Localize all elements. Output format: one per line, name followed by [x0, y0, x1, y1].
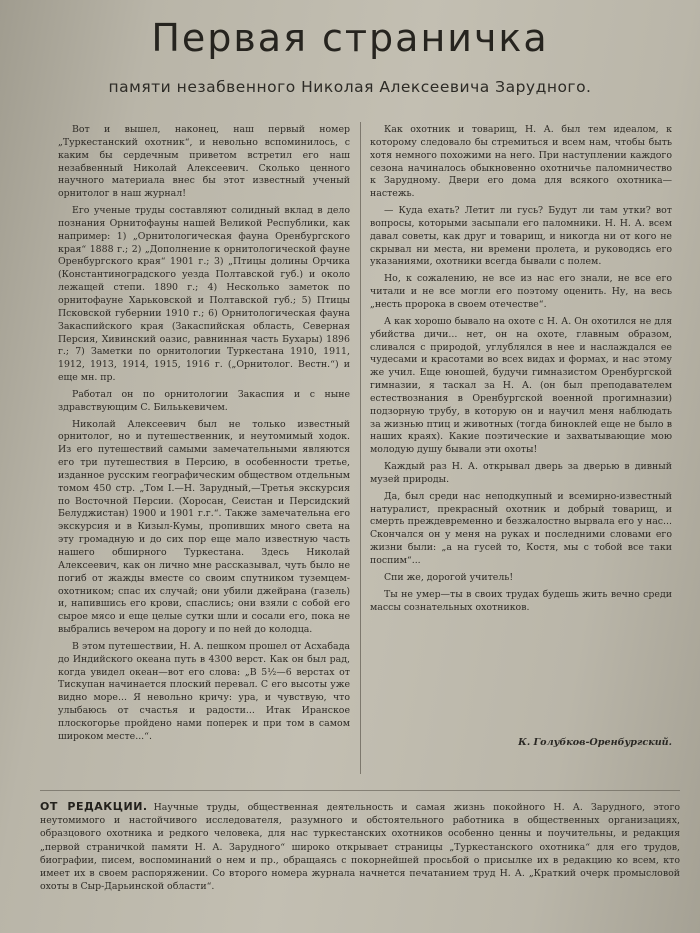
article-right-column — [370, 124, 672, 764]
editors-note-text: Научные труды, общественная деятельность и самая жизнь покойного Н. А. Зарудного, этого неутомимого и настойчивого исследователя, разумного и обстоятельного работника в общественных организациях, образцового охотника и редкого человека, для нас туркестанских охотников особенно ценны и поучительны, и редакция „первой страничкой памяти Н. А. Зарудного“ широко открывает страницы „Туркестанского охотника“ для его трудов, биографии, писем, воспоминаний о нем и пр., обращаясь с покорнейшей просьбой о присылке их в редакцию ко всем, кто имеет их в своем распоряжении. Со второго номера журнала начнется печатанием труд Н. А. „Краткий очерк промысловой охоты в Сыр-Дарьинской области“. — [40, 802, 680, 893]
article-paragraph: Как охотник и товарищ, Н. А. был тем идеалом, к которому следовало бы стремиться и всем нам, чтобы быть хотя немного похожими на него. При наступлении каждого сезона начиналось обыкновенно охотничье паломничество к Зарудному. Двери его дома для всякого охотника—настежь. — [370, 124, 672, 200]
page-title: Первая страничка — [151, 16, 549, 60]
article-paragraph: А как хорошо бывало на охоте с Н. А. Он охотился не для убийства дичи... нет, он на охоте, главным образом, сливался с природой, углублялся в нее и наслаждался ее чудесами и красотами во всех видах и формах, и нас этому же учил. Еще юношей, будучи гимназистом Оренбургской гимназии, я таскал за Н. А. (он был преподавателем естествознания в Оренбургской военной прогимназии) подзорную трубу, в которую он и научил меня наблюдать за жизнью птиц и животных (тогда биноклей еще не было в наших краях). Какие поэтические и захватывающие мою молодую душу бывали эти охоты! — [370, 315, 672, 456]
author-signature: К. Голубков-Оренбургский. — [518, 737, 672, 748]
article-paragraph: Но, к сожалению, не все из нас его знали, не все его читали и не все могли его поэтому оценить. Ну, на весь „несть пророка в своем отечестве“. — [370, 273, 672, 310]
column-divider — [360, 122, 361, 774]
article-paragraph: Каждый раз Н. А. открывал дверь за дверью в дивный музей природы. — [370, 461, 672, 485]
editors-note — [40, 800, 680, 933]
article-paragraph: В этом путешествии, Н. А. пешком прошел от Асхабада до Индийского океана путь в 4300 верст. Как он был рад, когда увидел океан—вот его слова: „В 5½—6 верстах от Тискупан начинается плоский перевал. С его высоты уже видно море... Я невольно кричу: ура, и чувствую, что улыбаюсь от счастья и радости... Итак Иранское плоскогорье пройдено нами поперек и при том в самом широком месте...“. — [58, 640, 350, 742]
editors-note-heading: ОТ РЕДАКЦИИ. — [40, 800, 148, 813]
article-paragraph: — Куда ехать? Летит ли гусь? Будут ли там утки? вот вопросы, которыми засыпали его паломники. Н. Н. А. всем давал советы, как друг и товарищ, и никогда ни от кого не скрывал ни места, ни времени пролета, и руководясь его указаниями, охотники всегда бывали с полем. — [370, 205, 672, 268]
article-paragraph: Вот и вышел, наконец, наш первый номер „Туркестанский охотник“, и невольно вспоминилось, с каким бы сердечным приветом встретил его наш незабвенный Николай Алексеевич. Сколько ценного научного материала внес бы этот известный ученый орнитолог в наш журнал! — [58, 124, 350, 200]
page-subtitle: памяти незабвенного Николая Алексеевича Зарудного. — [108, 78, 592, 96]
article-paragraph: Ты не умер—ты в своих трудах будешь жить вечно среди массы сознательных охотников. — [370, 588, 672, 613]
article-left-column — [58, 124, 350, 784]
article-paragraph: Да, был среди нас неподкупный и всемирно-известный натуралист, прекрасный охотник и добрый товарищ, и смерть преждевременно и безжалостно вырвала его у нас... Скончался он у меня на руках и последними словами его жизни были: „а на гусей то, Костя, мы с тобой все таки поспим“... — [370, 490, 672, 566]
article-paragraph: Николай Алексеевич был не только известный орнитолог, но и путешественник, и неутомимый ходок. Из его путешествий самыми замечательными являются его три путешествия в Персию, в особенности третье, изданное русским географическим обществом отдельным томом 450 стр. „Том I.—Н. Зарудный,—Третья экскурсия по Восточной Персии. (Хоросан, Сеистан и Персидский Белуджистан) 1900 и 1901 г.г.“. Также замечательна его экскурсия и в Кизыл-Кумы, пропивших много света на эту громадную и до сих пор еще мало известную часть нашего обширного Туркестана. Здесь Николай Алексеевич, как он лично мне рассказывал, чуть было не погиб от жажды вместе со своим спутником туземцем-охотником; спас их случай; они убили джейрана (газель) и, напившись его крови, спаслись; они взяли с собой его сырое мясо и еще целые сутки шли и сосали его, пока не выбрались вечером на дорогу и по ней до колодца. — [58, 418, 350, 636]
article-paragraph: Работал он по орнитологии Закаспия и с ныне здравствующим С. Бильькевичем. — [58, 388, 350, 413]
running-header-strip — [120, 0, 580, 9]
section-rule — [40, 790, 680, 791]
article-paragraph: Его ученые труды составляют солидный вклад в дело познания Орнитофауны нашей Великой Республики, как например: 1) „Орнитологическая фауна Оренбургского края“ 1888 г.; 2) „Дополнение к орнитологической фауне Оренбургского края“ 1901 г.; 3) „Птицы долины Орчика (Константиноградского уезда Полтавской губ.) и около лежащей степи. 1890 г.; 4) Несколько заметок по орнитофауне Харьковской и Полтавской губ.; 5) Птицы Псковской губернии 1910 г.; 6) Орнитологическая фауна Закаспийского края (Закаспийская область, Северная Персия, Хивинский оазис, равнинная часть Бухары) 1896 г.; 7) Заметки по орнитологии Туркестана 1910, 1911, 1912, 1913, 1914, 1915, 1916 г. („Орнитолог. Вестн.“) и еще мн. пр. — [58, 205, 350, 384]
article-paragraph: Спи же, дорогой учитель! — [384, 571, 514, 583]
